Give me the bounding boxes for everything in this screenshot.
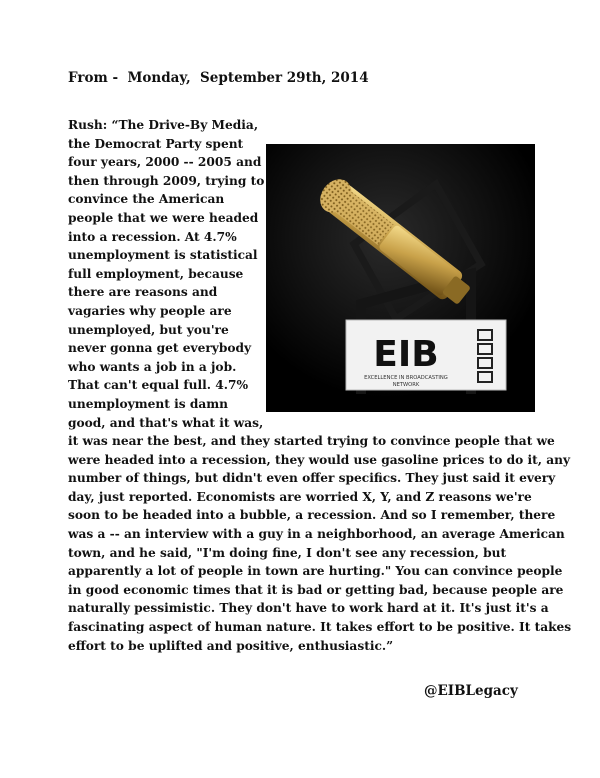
- social-handle: @EIBLegacy: [424, 683, 518, 699]
- quote-line: never gonna get everybody: [68, 341, 252, 356]
- quote-line: naturally pessimistic. They don't have to work hard at it. It's just it's a: [68, 601, 549, 616]
- eib-logo-letters: EIB: [373, 334, 439, 375]
- quote-line: in good economic times that it is bad or getting bad, because people are: [68, 582, 564, 597]
- quote-line: full employment, because: [68, 266, 244, 281]
- quote-line: Rush: “The Drive-By Media,: [68, 118, 259, 132]
- quote-line: unemployment is statistical: [68, 248, 258, 263]
- quote-line: soon to be headed into a bubble, a recession. And so I remember, there: [68, 508, 556, 523]
- quote-line: who wants a job in a job.: [68, 359, 237, 374]
- eib-logo-caption-1: EXCELLENCE IN BROADCASTING: [364, 375, 448, 381]
- quote-line: the Democrat Party spent: [68, 136, 244, 151]
- quote-line: effort to be uplifted and positive, enthusiastic.”: [68, 638, 394, 653]
- quote-line: town, and he said, "I'm doing fine, I don't see any recession, but: [68, 545, 507, 560]
- quote-line: convince the American: [68, 192, 225, 207]
- quote-line: good, and that's what it was,: [68, 415, 264, 430]
- quote-line: four years, 2000 -- 2005 and: [68, 155, 262, 170]
- quote-line: unemployed, but you're: [68, 322, 229, 337]
- quote-line: people that we were headed: [68, 210, 259, 225]
- quote-line: number of things, but didn't even offer specifics. They just said it every: [68, 471, 556, 486]
- date-line: From - Monday, September 29th, 2014: [68, 70, 369, 86]
- quote-line: were headed into a recession, they would use gasoline prices to do it, any: [68, 452, 571, 467]
- quote-line: there are reasons and: [68, 285, 218, 300]
- quote-line: into a recession. At 4.7%: [68, 229, 237, 244]
- quote-line: That can't equal full. 4.7%: [68, 378, 249, 393]
- eib-logo-caption-2: NETWORK: [392, 382, 420, 388]
- quote-line: fascinating aspect of human nature. It takes effort to be positive. It takes: [68, 619, 572, 634]
- quote-wide-column: [68, 432, 572, 655]
- quote-line: vagaries why people are: [68, 303, 232, 318]
- quote-narrow-column: [68, 116, 264, 432]
- quote-line: unemployment is damn: [68, 396, 229, 411]
- quote-line: apparently a lot of people in town are hurting." You can convince people: [68, 564, 563, 579]
- eib-microphone-photo: [266, 144, 535, 412]
- quote-line: then through 2009, trying to: [68, 173, 265, 188]
- quote-line: day, just reported. Economists are worried X, Y, and Z reasons we're: [68, 489, 532, 504]
- quote-line: was a -- an interview with a guy in a neighborhood, an average American: [68, 526, 565, 541]
- microphone-icon: [266, 144, 535, 412]
- quote-line: it was near the best, and they started trying to convince people that we: [68, 434, 555, 448]
